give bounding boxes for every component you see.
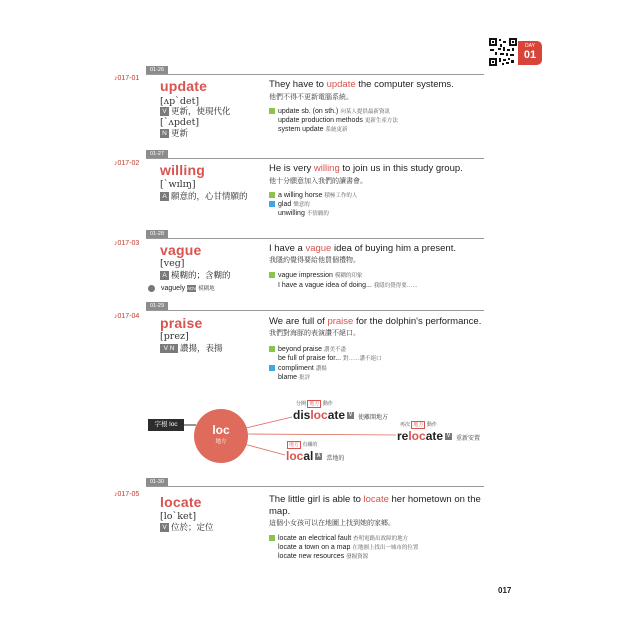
example-sentence: I have a vague idea of buying him a present. [269,243,456,254]
divider-line [146,74,484,75]
phrase-marker [269,108,275,114]
synonym-marker [269,201,275,207]
example-translation: 這個小女孩可以在地圖上找到她的家鄉。 [269,520,395,527]
phrase-item: a willing horse 積極工作的人 [269,191,357,199]
sense-zh: 模糊的；含糊的 [171,270,231,280]
sense-line [160,105,231,117]
phonetic: [veg] [160,258,185,269]
sense-zh: 更新 [171,128,189,138]
synonym-marker [269,365,275,371]
divider-line [146,238,484,239]
divider-line [146,158,484,159]
phrase-item: be full of praise for... 對……讚不絕口 [278,355,382,362]
pos-badge: N [160,129,169,138]
audio-track-label[interactable]: 01-29 [146,302,168,310]
word-number: ♪017-01 [114,75,140,82]
sense-line [160,521,214,533]
branch-gloss: 分開 地方 動作 [296,401,333,407]
day-badge [518,41,542,65]
phrase-marker [269,272,275,278]
headword: willing [160,162,205,178]
phonetic: [`ʌpdet] [160,117,200,128]
branch-gloss: 地方 有關的 [289,442,318,448]
audio-track-label[interactable]: 01-28 [146,230,168,238]
branch-gloss: 再次 地方 動作 [400,422,437,428]
word-number: ♪017-04 [114,313,140,320]
sense-line [160,269,231,281]
phrase-item: glad 樂意的 [269,200,310,208]
pos-badge: V [160,523,169,532]
word-number: ♪017-05 [114,491,140,498]
audio-track-label[interactable]: 01-27 [146,150,168,158]
page-number: 017 [498,586,512,595]
example-translation: 他十分願意加入我們的讀書會。 [269,178,367,185]
pos-badge: V [160,107,169,116]
sense-line [160,190,248,202]
phrase-item: locate a town on a map 在地圖上找出一城市的位置 [278,544,419,551]
phrase-item: update sb. (on sth.) 向某人提供最新資訊 [269,107,390,115]
root-circle [194,409,248,463]
phrase-item: beyond praise 讚美不盡 [269,345,346,353]
phrase-item: system update 系統更新 [278,126,348,133]
phrase-marker [269,346,275,352]
phonetic: [prez] [160,331,189,342]
root-meaning: 地方 [215,439,227,445]
word-number: ♪017-03 [114,240,140,247]
divider-line [146,310,484,311]
pos-badge: A [160,192,169,201]
sense-line [160,342,223,354]
example-translation: 我們對海豚的表演讚不絕口。 [269,330,360,337]
phrase-item: update production methods 更新生產方法 [278,117,398,124]
phrase-item: vague impression 模糊的印象 [269,271,362,279]
phrase-item: compliment 讚揚 [269,364,327,372]
example-sentence: They have to update the computer systems. [269,79,454,90]
phrase-marker [269,192,275,198]
headword: vague [160,242,202,258]
sense-zh: 更新，使現代化 [171,106,231,116]
sense-zh: 位於；定位 [171,522,214,532]
headword: locate [160,494,202,510]
phonetic: [ʌp`det] [160,96,200,107]
headword: praise [160,315,203,331]
headword: update [160,78,208,94]
phrase-item: unwilling 不情願的 [278,210,329,217]
example-translation: 他們不得不更新電腦系統。 [269,94,353,101]
example-sentence: He is very willing to join us in this study group. [269,163,463,174]
day-label: DAY [525,43,535,49]
root-tag: 字根 loc [148,419,184,431]
phonetic: [lo`ket] [160,511,197,522]
derived-word-dislocate: dislocate V 使離開地方 [293,408,389,422]
sense-line [160,127,188,139]
audio-track-label[interactable]: 01-26 [146,66,168,74]
day-number: 01 [523,49,537,61]
root-text: loc [212,423,230,437]
derivative: vaguely ADV 模糊地 [148,284,215,292]
pos-badge: V N [160,344,178,353]
word-number: ♪017-02 [114,160,140,167]
example-sentence: The little girl is able to locate her hometown on the map. [269,494,481,517]
derived-word-relocate: relocate V 重新安置 [397,429,481,443]
divider-line [146,486,484,487]
phrase-item: locate new resources 發掘資源 [278,553,369,560]
qr-code[interactable] [489,38,517,66]
sense-zh: 讚揚，表揚 [180,343,223,353]
pos-badge: A [160,271,169,280]
example-sentence: We are full of praise for the dolphin's performance. [269,316,482,327]
audio-track-label[interactable]: 01-30 [146,478,168,486]
phrase-item: I have a vague idea of doing... 我隱約覺得要…… [278,282,418,289]
phrase-item: blame 批評 [278,374,311,381]
derivative-icon [148,285,155,292]
phrase-item: locate an electrical fault 查明電路出故障的地方 [269,534,408,542]
derived-word-local: local A 當地的 [286,449,345,463]
phrase-marker [269,535,275,541]
sense-zh: 願意的，心甘情願的 [171,191,248,201]
phonetic: [`wɪlɪŋ] [160,179,196,190]
example-translation: 我隱約覺得要給他買個禮物。 [269,257,360,264]
